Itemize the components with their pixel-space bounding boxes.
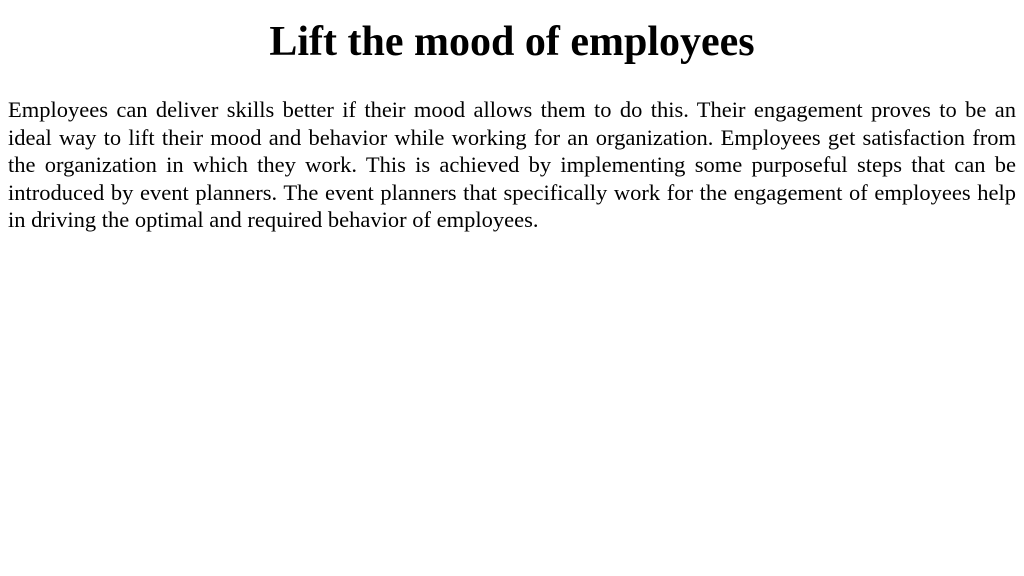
slide-body-paragraph: Employees can deliver skills better if their mood allows them to do this. Their engagement proves to be an ideal way to lift their mood and behavior while working for an organization. Employees get satisfaction from the organization in which they work. This is achieved by implementing some purposeful steps that can be introduced by event planners. The event planners that specifically work for the engagement of employees help in driving the optimal and required behavior of employees. xyxy=(8,97,1016,232)
slide-title: Lift the mood of employees xyxy=(269,19,755,65)
